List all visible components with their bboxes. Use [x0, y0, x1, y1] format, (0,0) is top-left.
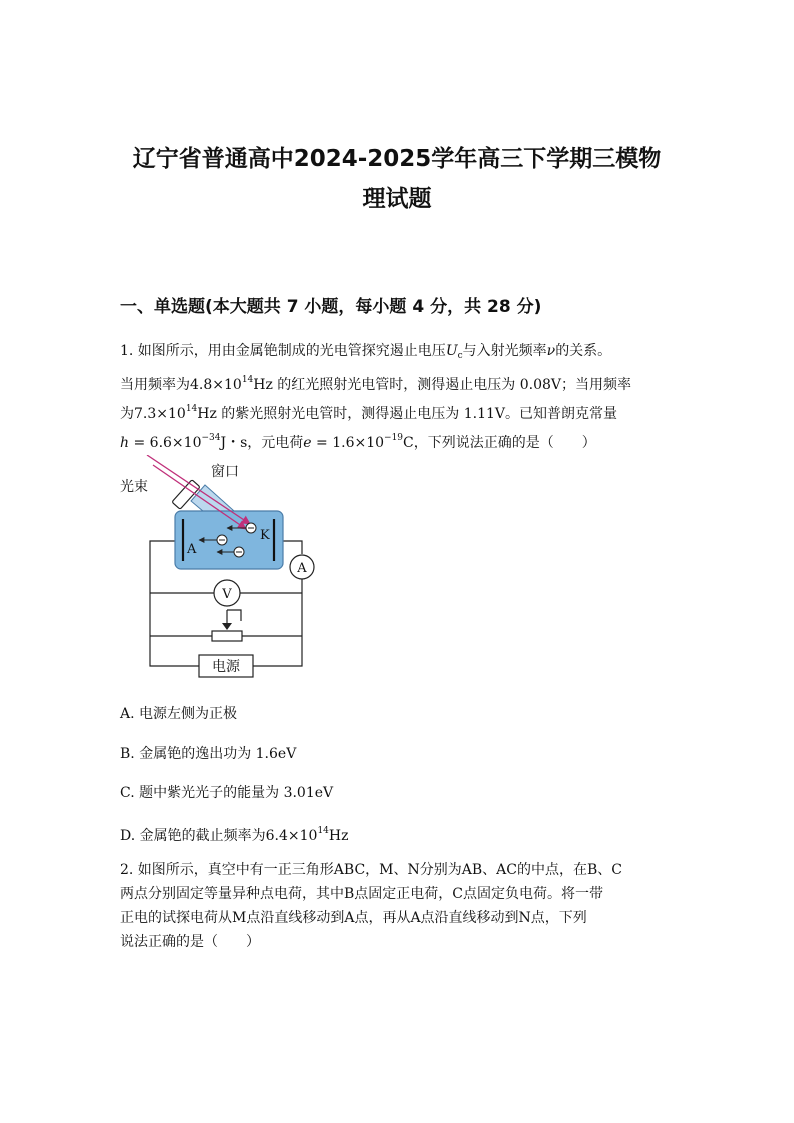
- label-cathode-K: K: [260, 528, 270, 543]
- question-2-stem: [120, 858, 700, 954]
- page-title-line-1: 辽宁省普通高中2024-2025学年高三下学期三模物: [132, 146, 662, 172]
- option-b: B. 金属铯的逸出功为 1.6eV: [120, 746, 297, 762]
- page-title-line-2: 理试题: [362, 186, 432, 212]
- question-1-line-4: $h = 6.6\times 10^{-34}J$・s，元电荷$e = 1.6\times 10^{-19}C$，下列说法正确的是（ ）: [120, 433, 596, 451]
- option-c: C. 题中紫光光子的能量为 3.01eV: [120, 785, 334, 801]
- question-2-line-4: 说法正确的是（ ）: [120, 934, 260, 950]
- section-heading: 一、单选题(本大题共 7 小题，每小题 4 分，共 28 分): [120, 297, 542, 317]
- question-1-line-3: 为$7.3\times 10^{14}Hz$ 的紫光照射光电管时，测得遏止电压为 1.11V。已知普朗克常量: [120, 404, 618, 422]
- question-2-line-1: 2. 如图所示，真空中有一正三角形ABC，M、N分别为AB、AC的中点，在B、C: [120, 862, 622, 878]
- label-light-beam: 光束: [120, 479, 148, 495]
- option-a: A. 电源左侧为正极: [120, 706, 238, 722]
- question-2-line-3: 正电的试探电荷从M点沿直线移动到A点，再从A点沿直线移动到N点，下列: [120, 910, 587, 926]
- option-d: D. 金属铯的截止频率为$6.4\times 10^{14}Hz$: [120, 826, 349, 844]
- label-anode-A: A: [187, 542, 197, 557]
- power-source: [199, 655, 253, 677]
- ammeter: [290, 555, 314, 579]
- voltmeter: [214, 580, 240, 606]
- power-source-label: 电源: [212, 659, 240, 675]
- voltmeter-label: V: [222, 587, 232, 602]
- question-1-line-1: 1. 如图所示，用由金属铯制成的光电管探究遏止电压$U_c$与入射光频率ν的关系。: [120, 343, 612, 361]
- question-1-line-2: 当用频率为$4.8\times 10^{14}Hz$ 的红光照射光电管时，测得遏止电压为 0.08V；当用频率: [120, 375, 632, 393]
- ammeter-label: A: [297, 561, 307, 576]
- question-2-line-2: 两点分别固定等量异种点电荷，其中B点固定正电荷，C点固定负电荷。将一带: [120, 886, 603, 902]
- question-1-stem: [120, 339, 700, 455]
- label-window: 窗口: [211, 464, 239, 480]
- photoelectric-circuit-diagram: [115, 455, 325, 683]
- rheostat: [212, 610, 242, 641]
